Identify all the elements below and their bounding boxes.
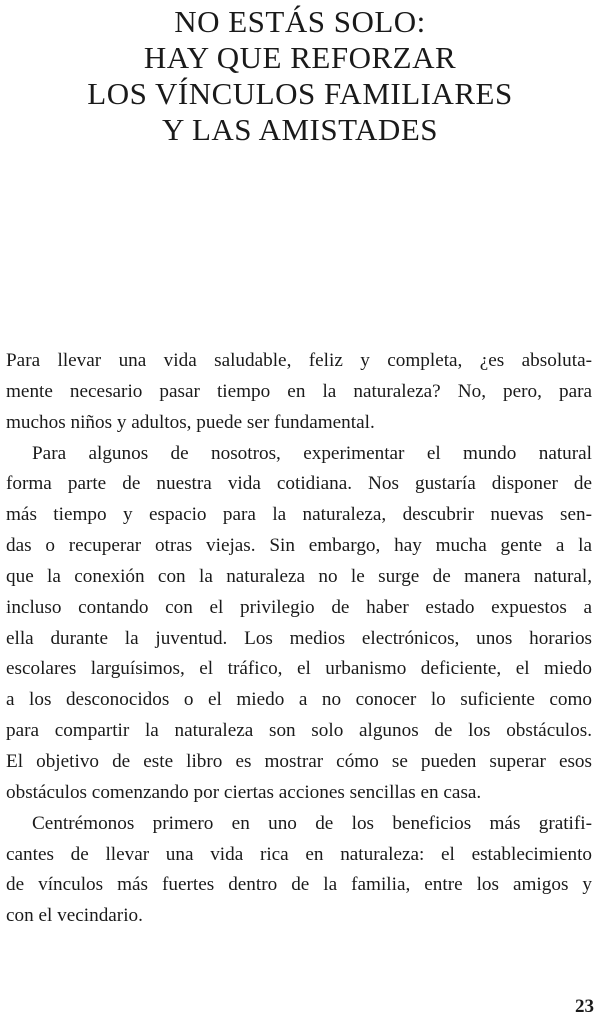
text-line: mente necesario pasar tiempo en la naturaleza? No, pero, para: [6, 380, 592, 402]
text-line: das o recuperar otras viejas. Sin embargo, hay mucha gente a la: [6, 535, 592, 557]
text-line: más tiempo y espacio para la naturaleza, descubrir nuevas sen-: [6, 504, 592, 526]
chapter-title-line: Y LAS AMISTADES: [161, 112, 438, 147]
text-line: incluso contando con el privilegio de haber estado expuestos a: [6, 596, 592, 618]
text-line: forma parte de nuestra vida cotidiana. Nos gustaría disponer de: [6, 473, 592, 495]
text-line: con el vecindario.: [6, 905, 143, 927]
paragraph-2: [6, 439, 592, 809]
paragraph-3: [6, 809, 592, 932]
body-text: [6, 346, 592, 932]
text-line: cantes de llevar una vida rica en naturaleza: el establecimiento: [6, 843, 592, 865]
chapter-title: [0, 4, 600, 148]
text-line: de vínculos más fuertes dentro de la familia, entre los amigos y: [6, 874, 592, 896]
text-line: El objetivo de este libro es mostrar cómo se pueden superar esos: [6, 750, 592, 772]
text-line: Para llevar una vida saludable, feliz y completa, ¿es absoluta-: [6, 350, 592, 371]
chapter-title-line: NO ESTÁS SOLO:: [174, 4, 426, 39]
chapter-title-line: LOS VÍNCULOS FAMILIARES: [87, 76, 513, 111]
text-line: Para algunos de nosotros, experimentar el mundo natural: [32, 442, 592, 464]
text-line: obstáculos comenzando por ciertas acciones sencillas en casa.: [6, 781, 482, 803]
text-line: Centrémonos primero en uno de los beneficios más gratifi-: [32, 812, 592, 834]
text-line: que la conexión con la naturaleza no le surge de manera natural,: [6, 565, 592, 587]
text-line: para compartir la naturaleza son solo algunos de los obstáculos.: [6, 720, 592, 742]
text-line: a los desconocidos o el miedo a no conocer lo suficiente como: [6, 689, 592, 711]
text-line: muchos niños y adultos, puede ser fundamental.: [6, 411, 375, 433]
paragraph-1: [6, 346, 592, 439]
text-line: escolares larguísimos, el tráfico, el urbanismo deficiente, el miedo: [6, 658, 592, 680]
page-number: 23: [575, 996, 594, 1017]
chapter-title-line: HAY QUE REFORZAR: [143, 40, 457, 75]
text-line: ella durante la juventud. Los medios electrónicos, unos horarios: [6, 627, 592, 649]
